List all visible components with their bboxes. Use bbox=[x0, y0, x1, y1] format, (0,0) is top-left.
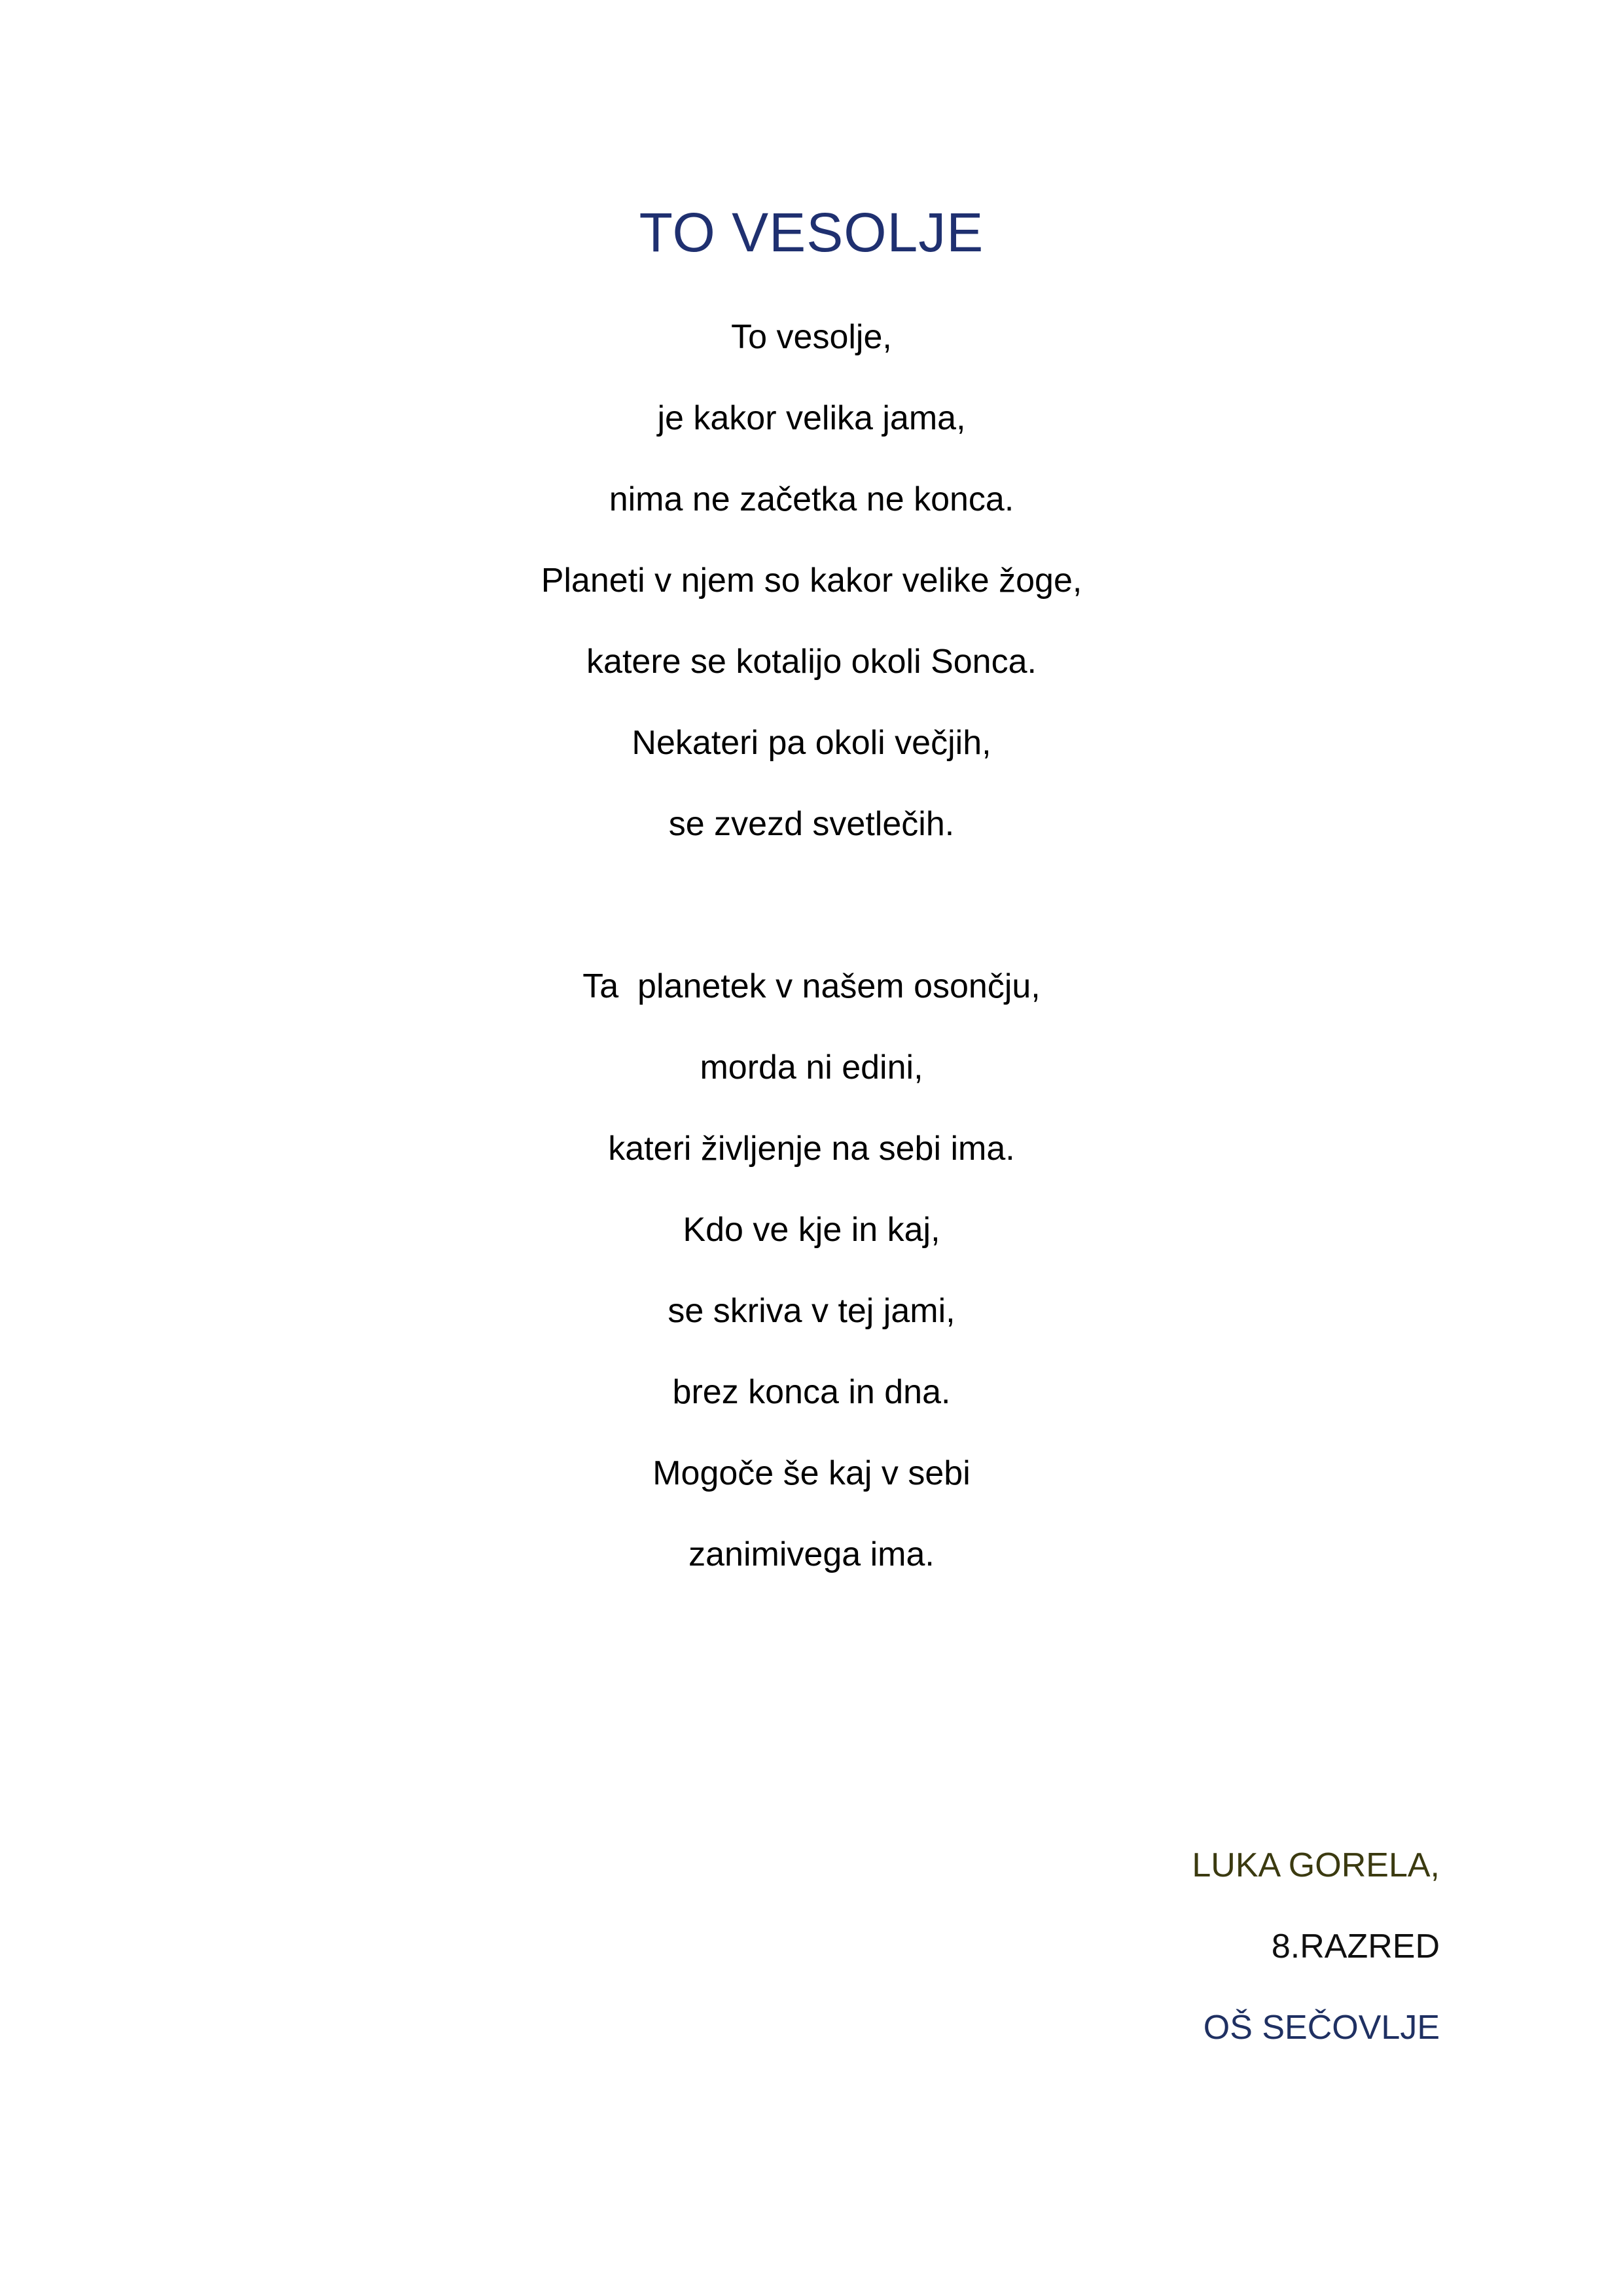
poem-title: TO VESOLJE bbox=[639, 202, 984, 263]
poem-body bbox=[0, 314, 1623, 1613]
author-name: LUKA GORELA, bbox=[1192, 1846, 1440, 1884]
poem-line: morda ni edini, bbox=[700, 1049, 923, 1086]
poem-line: Mogoče še kaj v sebi bbox=[652, 1454, 971, 1492]
poem-line: To vesolje, bbox=[731, 318, 892, 356]
poem-line: Ta planetek v našem osončju, bbox=[582, 967, 1041, 1005]
poem-line: Kdo ve kje in kaj, bbox=[683, 1211, 940, 1249]
poem-line: zanimivega ima. bbox=[688, 1535, 935, 1573]
poem-line: Nekateri pa okoli večjih, bbox=[632, 724, 991, 762]
poem-line: se zvezd svetlečih. bbox=[668, 805, 955, 843]
poem-line: katere se kotalijo okoli Sonca. bbox=[586, 643, 1037, 681]
author-class: 8.RAZRED bbox=[1271, 1928, 1440, 1965]
poem-line: brez konca in dna. bbox=[672, 1373, 951, 1411]
poem-line: kateri življenje na sebi ima. bbox=[608, 1130, 1015, 1168]
poem-line: je kakor velika jama, bbox=[657, 399, 966, 437]
poem-line: se skriva v tej jami, bbox=[668, 1292, 955, 1330]
stanza-break bbox=[0, 882, 1623, 963]
poem-line: Planeti v njem so kakor velike žoge, bbox=[541, 562, 1082, 600]
author-school: OŠ SEČOVLJE bbox=[1203, 2009, 1440, 2047]
author-signature bbox=[1192, 1842, 1440, 2086]
poem-line: nima ne začetka ne konca. bbox=[609, 480, 1014, 518]
